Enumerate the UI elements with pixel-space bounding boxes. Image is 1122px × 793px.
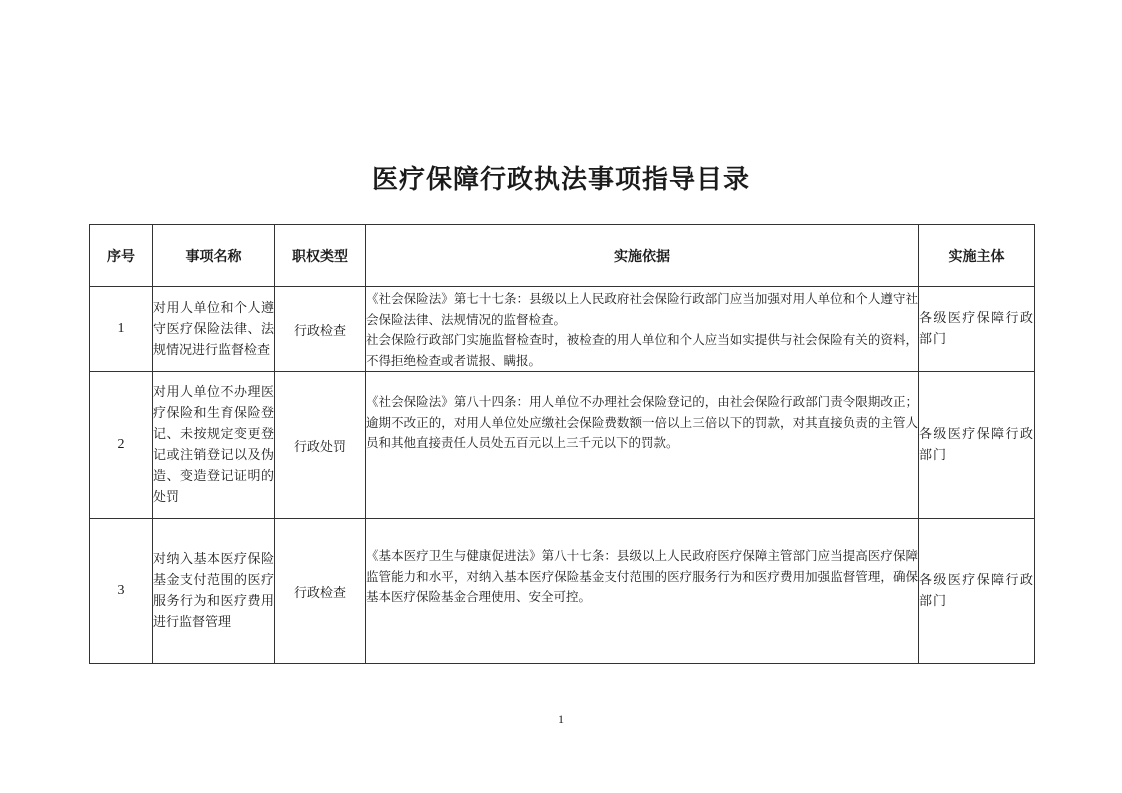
- authority-type: 行政处罚: [275, 372, 366, 519]
- legal-basis: [366, 372, 919, 519]
- table-header-row: [90, 225, 1035, 287]
- legal-basis-paragraph: 《社会保险法》第七十七条：县级以上人民政府社会保险行政部门应当加强对用人单位和个人遵守社会保险法律、法规情况的监督检查。: [366, 291, 918, 327]
- implementing-agency: 各级医疗保障行政部门: [919, 372, 1035, 519]
- legal-basis-paragraph: 《社会保险法》第八十四条：用人单位不办理社会保险登记的，由社会保险行政部门责令限期改正；逾期不改正的，对用人单位处应缴社会保险费数额一倍以上三倍以下的罚款，对其直接负责的主管人员和其他直接责任人员处五百元以上三千元以下的罚款。: [366, 394, 918, 450]
- implementing-agency: 各级医疗保障行政部门: [919, 287, 1035, 372]
- item-name: 对用人单位和个人遵守医疗保险法律、法规情况进行监督检查: [153, 287, 275, 372]
- table-row: [90, 519, 1035, 664]
- legal-basis: [366, 519, 919, 664]
- table-row: [90, 372, 1035, 519]
- legal-basis-paragraph: 社会保险行政部门实施监督检查时，被检查的用人单位和个人应当如实提供与社会保险有关的资料，不得拒绝检查或者谎报、瞒报。: [366, 332, 918, 368]
- legal-basis: [366, 287, 919, 372]
- row-number: 3: [90, 519, 153, 664]
- page-number: 1: [558, 712, 564, 726]
- column-header-name: 事项名称: [153, 225, 275, 287]
- row-number: 1: [90, 287, 153, 372]
- implementing-agency: 各级医疗保障行政部门: [919, 519, 1035, 664]
- column-header-basis: 实施依据: [366, 225, 919, 287]
- table-row: [90, 287, 1035, 372]
- legal-basis-paragraph: 《基本医疗卫生与健康促进法》第八十七条：县级以上人民政府医疗保障主管部门应当提高医疗保障监管能力和水平，对纳入基本医疗保险基金支付范围的医疗服务行为和医疗费用加强监督管理，确保基本医疗保险基金合理使用、安全可控。: [366, 548, 918, 604]
- page-title: 医疗保障行政执法事项指导目录: [371, 165, 750, 195]
- item-name: 对用人单位不办理医疗保险和生育保险登记、未按规定变更登记或注销登记以及伪造、变造登记证明的处罚: [153, 372, 275, 519]
- column-header-no: 序号: [90, 225, 153, 287]
- enforcement-items-table: [89, 224, 1035, 664]
- authority-type: 行政检查: [275, 519, 366, 664]
- column-header-type: 职权类型: [275, 225, 366, 287]
- item-name: 对纳入基本医疗保险基金支付范围的医疗服务行为和医疗费用进行监督管理: [153, 519, 275, 664]
- authority-type: 行政检查: [275, 287, 366, 372]
- column-header-agency: 实施主体: [919, 225, 1035, 287]
- row-number: 2: [90, 372, 153, 519]
